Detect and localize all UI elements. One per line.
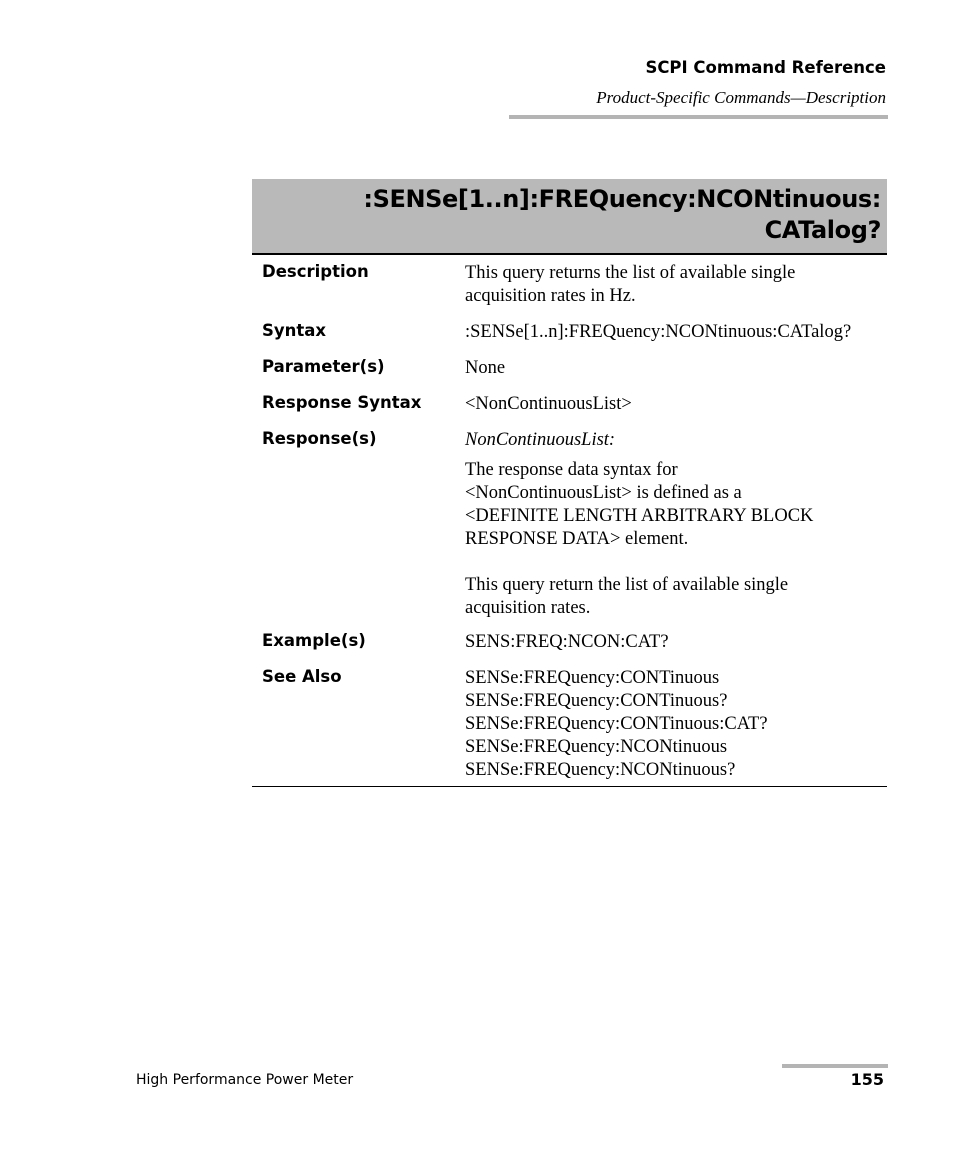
response-syntax-label: Response Syntax: [262, 393, 422, 412]
examples-value: [465, 631, 887, 654]
see-also-item: SENSe:FREQuency:CONTinuous?: [465, 691, 728, 711]
responses-label: Response(s): [262, 429, 377, 448]
command-title-line-2: CATalog?: [764, 216, 881, 244]
footer-rule: [782, 1064, 888, 1068]
examples-label: Example(s): [262, 631, 366, 650]
response-line: RESPONSE DATA> element.: [465, 529, 689, 549]
parameters-value: [465, 357, 887, 380]
see-also-item: SENSe:FREQuency:NCONtinuous: [465, 737, 728, 757]
syntax-label: Syntax: [262, 321, 327, 340]
response-line: This query return the list of available single: [465, 575, 789, 595]
response-syntax-text: <NonContinuousList>: [465, 394, 632, 414]
header-rule: [509, 115, 888, 119]
response-line: <DEFINITE LENGTH ARBITRARY BLOCK: [465, 506, 814, 526]
parameters-text: None: [465, 358, 506, 378]
description-value: [465, 262, 887, 308]
see-also-item: SENSe:FREQuency:CONTinuous:CAT?: [465, 714, 768, 734]
see-also-item: SENSe:FREQuency:CONTinuous: [465, 668, 720, 688]
see-also-label: See Also: [262, 667, 342, 686]
example-text: SENS:FREQ:NCON:CAT?: [465, 632, 669, 652]
description-label: Description: [262, 262, 369, 281]
description-line: This query returns the list of available single: [465, 263, 796, 283]
response-line: acquisition rates.: [465, 598, 591, 618]
footer-doc-title: High Performance Power Meter: [136, 1072, 354, 1088]
command-title-box: [252, 179, 887, 255]
response-name: NonContinuousList:: [465, 430, 616, 450]
see-also-list: [465, 667, 887, 782]
running-header-subtitle: Product-Specific Commands—Description: [596, 88, 886, 107]
see-also-item: SENSe:FREQuency:NCONtinuous?: [465, 760, 736, 780]
syntax-value: [465, 321, 887, 344]
response-line: <NonContinuousList> is defined as a: [465, 483, 742, 503]
page-number: 155: [850, 1070, 884, 1089]
running-header-title: SCPI Command Reference: [645, 58, 886, 77]
response-syntax-value: [465, 393, 887, 416]
command-title: [363, 184, 881, 246]
command-title-line-1: :SENSe[1..n]:FREQuency:NCONtinuous:: [363, 185, 881, 213]
responses-value: [465, 429, 887, 620]
table-bottom-rule: [252, 786, 887, 787]
response-line: The response data syntax for: [465, 460, 678, 480]
description-line: acquisition rates in Hz.: [465, 286, 636, 306]
syntax-text: :SENSe[1..n]:FREQuency:NCONtinuous:CATalog?: [465, 322, 852, 342]
parameters-label: Parameter(s): [262, 357, 385, 376]
